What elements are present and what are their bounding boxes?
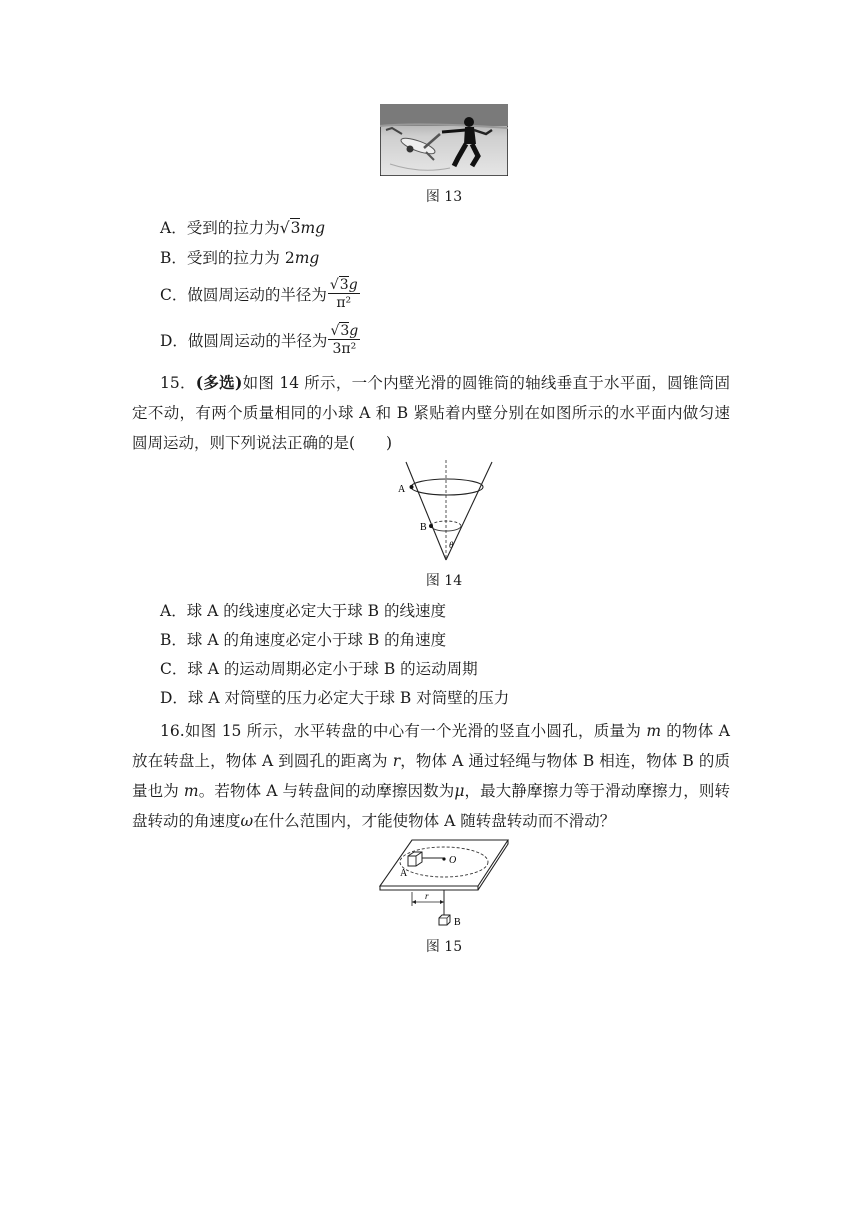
label-theta: θ xyxy=(449,540,454,550)
q16-text-4: 。若物体 A 与转盘间的动摩擦因数为 xyxy=(198,782,455,800)
q15-option-b: B．球 A 的角速度必定小于球 B 的角速度 xyxy=(160,631,447,649)
fraction-numerator: √3g xyxy=(330,323,359,339)
figure-14-caption: 图 14 xyxy=(425,573,463,589)
q14-option-a-label: A．受到的拉力为 xyxy=(160,219,280,237)
q16-text-3: ，物体 A 通过轻绳与物体 B 相连，物体 B 的质量也为 xyxy=(132,752,730,800)
numerator-var: g xyxy=(348,277,358,293)
q14-option-d-fraction xyxy=(328,324,360,356)
ball-b xyxy=(429,524,433,528)
q14-option-a-var: mg xyxy=(300,219,326,237)
q16-var-mu: μ xyxy=(454,782,465,800)
label-a: A xyxy=(398,484,406,495)
ball-a xyxy=(410,485,414,489)
q15-tag: (多选) xyxy=(195,373,243,392)
fraction-denominator: 3π² xyxy=(332,341,357,357)
q15-option-a: A．球 A 的线速度必定大于球 B 的线速度 xyxy=(160,602,446,620)
q14-option-b-var: mg xyxy=(294,249,320,267)
q16-text-6: 在什么范围内，才能使物体 A 随转盘转动而不滑动？ xyxy=(253,812,616,830)
q16-var-omega: ω xyxy=(240,812,254,830)
q14-option-b-label: B．受到的拉力为 2 xyxy=(160,249,295,267)
numerator-root: 3 xyxy=(340,323,350,339)
figure-13-photo xyxy=(380,104,508,176)
figure-15-turntable xyxy=(378,838,510,930)
label-b: B xyxy=(454,917,461,928)
q14-option-d-label: D．做圆周运动的半径为 xyxy=(160,332,328,350)
q16-text-2: 的物体 A 放在转盘上，物体 A 到圆孔的距离为 xyxy=(132,722,730,770)
q14-option-b xyxy=(160,248,319,268)
label-a: A xyxy=(400,868,408,879)
q16-var-r: r xyxy=(392,752,401,770)
figure-13-caption: 图 13 xyxy=(425,189,463,205)
q14-option-a xyxy=(160,218,325,238)
q15-text: 如图 14 所示，一个内壁光滑的圆锥筒的轴线垂直于水平面，圆锥筒固定不动，有两个质量相同的小球 A 和 B 紧贴着内壁分别在如图所示的水平面内做匀速圆周运动，则下列说法正确的是( ) xyxy=(132,374,730,452)
q15-option-c: C．球 A 的运动周期必定小于球 B 的运动周期 xyxy=(160,660,478,678)
label-b: B xyxy=(420,522,427,533)
q15-number: 15． xyxy=(160,374,196,392)
fraction-denominator: π² xyxy=(336,295,352,311)
q16-var-m2: m xyxy=(183,782,199,800)
label-r: r xyxy=(425,891,429,901)
q14-option-d xyxy=(160,324,360,356)
numerator-var: g xyxy=(349,323,359,339)
q16-text-1: 16.如图 15 所示，水平转盘的中心有一个光滑的竖直小圆孔，质量为 xyxy=(160,722,647,740)
q16-text-5: ，最大静摩擦力等于滑动摩擦力，则转盘转动的角速度 xyxy=(132,782,730,830)
fraction-numerator: √3g xyxy=(329,277,358,293)
q14-option-c-label: C．做圆周运动的半径为 xyxy=(160,286,327,304)
q15-stem xyxy=(132,368,730,458)
q16-var-m: m xyxy=(646,722,662,740)
q15-option-d: D．球 A 对筒壁的压力必定大于球 B 对筒壁的压力 xyxy=(160,689,510,707)
q14-option-c xyxy=(160,278,360,310)
q14-option-a-root: 3 xyxy=(290,219,301,237)
numerator-root: 3 xyxy=(339,277,349,293)
q14-option-c-fraction xyxy=(328,278,360,310)
figure-15-caption: 图 15 xyxy=(425,939,463,955)
label-o: O xyxy=(449,855,457,866)
q16-stem xyxy=(132,716,730,836)
figure-14-cone xyxy=(394,460,504,564)
sqrt-symbol: √ xyxy=(279,219,290,237)
